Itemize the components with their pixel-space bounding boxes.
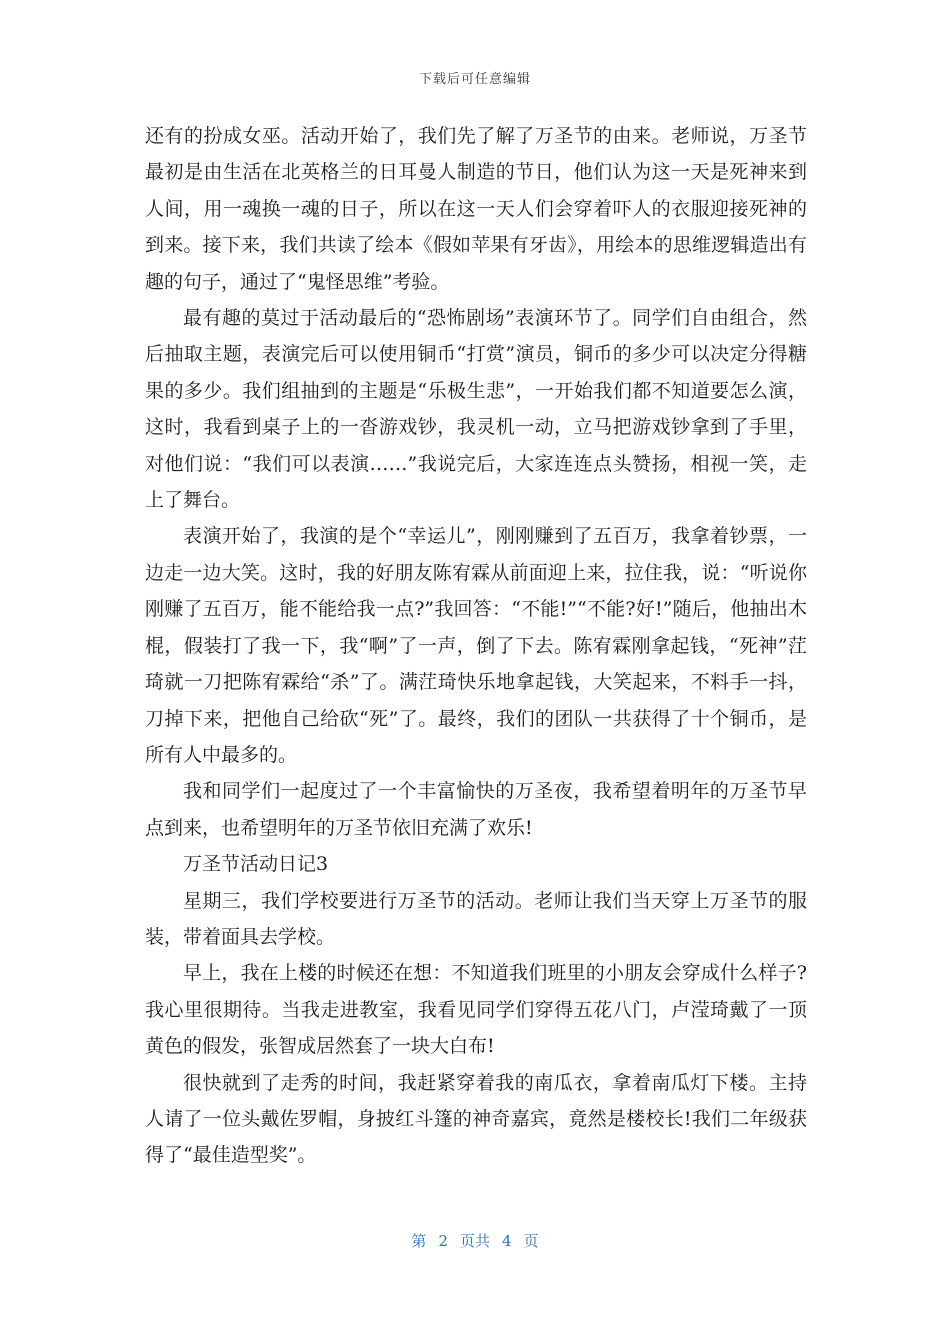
page-label-prefix: 第 <box>411 1232 427 1250</box>
page-number-total: 4 <box>502 1232 512 1250</box>
paragraph: 最有趣的莫过于活动最后的“恐怖剧场”表演环节了。同学们自由组合，然后抽取主题，表演完后可以使用铜币“打赏”演员，铜币的多少可以决定分得糖果的多少。我们组抽到的主题是“乐极生悲”，一开始我们都不知道要怎么演，这时，我看到桌子上的一沓游戏钞，我灵机一动，立马把游戏钞拿到了手里，对他们说：“我们可以表演……”我说完后，大家连连点头赞扬，相视一笑，走上了舞台。 <box>145 307 807 512</box>
page-header-note: 下载后可任意编辑 <box>418 72 531 87</box>
paragraph: 早上，我在上楼的时候还在想：不知道我们班里的小朋友会穿成什么样子?我心里很期待。当我走进教室，我看见同学们穿得五花八门，卢滢琦戴了一顶黄色的假发，张智成居然套了一块大白布! <box>145 962 807 1058</box>
page-label-suffix: 页 <box>523 1232 539 1250</box>
page-label-middle: 页共 <box>459 1232 490 1250</box>
paragraph: 我和同学们一起度过了一个丰富愉快的万圣夜，我希望着明年的万圣节早点到来，也希望明年的万圣节依旧充满了欢乐! <box>145 780 807 839</box>
page-footer <box>0 1230 950 1251</box>
section-heading: 万圣节活动日记3 <box>183 853 329 876</box>
paragraph: 星期三，我们学校要进行万圣节的活动。老师让我们当天穿上万圣节的服装，带着面具去学校。 <box>145 889 807 948</box>
paragraph: 很快就到了走秀的时间，我赶紧穿着我的南瓜衣，拿着南瓜灯下楼。主持人请了一位头戴佐罗帽，身披红斗篷的神奇嘉宾，竟然是楼校长!我们二年级获得了“最佳造型奖”。 <box>145 1071 807 1167</box>
page-number-current: 2 <box>438 1232 448 1250</box>
paragraph: 还有的扮成女巫。活动开始了，我们先了解了万圣节的由来。老师说，万圣节最初是由生活在北英格兰的日耳曼人制造的节日，他们认为这一天是死神来到人间，用一魂换一魂的日子，所以在这一天人们会穿着吓人的衣服迎接死神的到来。接下来，我们共读了绘本《假如苹果有牙齿》，用绘本的思维逻辑造出有趣的句子，通过了“鬼怪思维”考验。 <box>145 125 807 293</box>
document-body <box>145 118 807 1174</box>
paragraph: 表演开始了，我演的是个“幸运儿”，刚刚赚到了五百万，我拿着钞票，一边走一边大笑。这时，我的好朋友陈宥霖从前面迎上来，拉住我，说：“听说你刚赚了五百万，能不能给我一点?”我回答：“不能!”“不能?好!”随后，他抽出木棍，假装打了我一下，我“啊”了一声，倒了下去。陈宥霖刚拿起钱，“死神”茳琦就一刀把陈宥霖给“杀”了。满茳琦快乐地拿起钱，大笑起来，不料手一抖，刀掉下来，把他自己给砍“死”了。最终，我们的团队一共获得了十个铜币，是所有人中最多的。 <box>145 525 807 766</box>
